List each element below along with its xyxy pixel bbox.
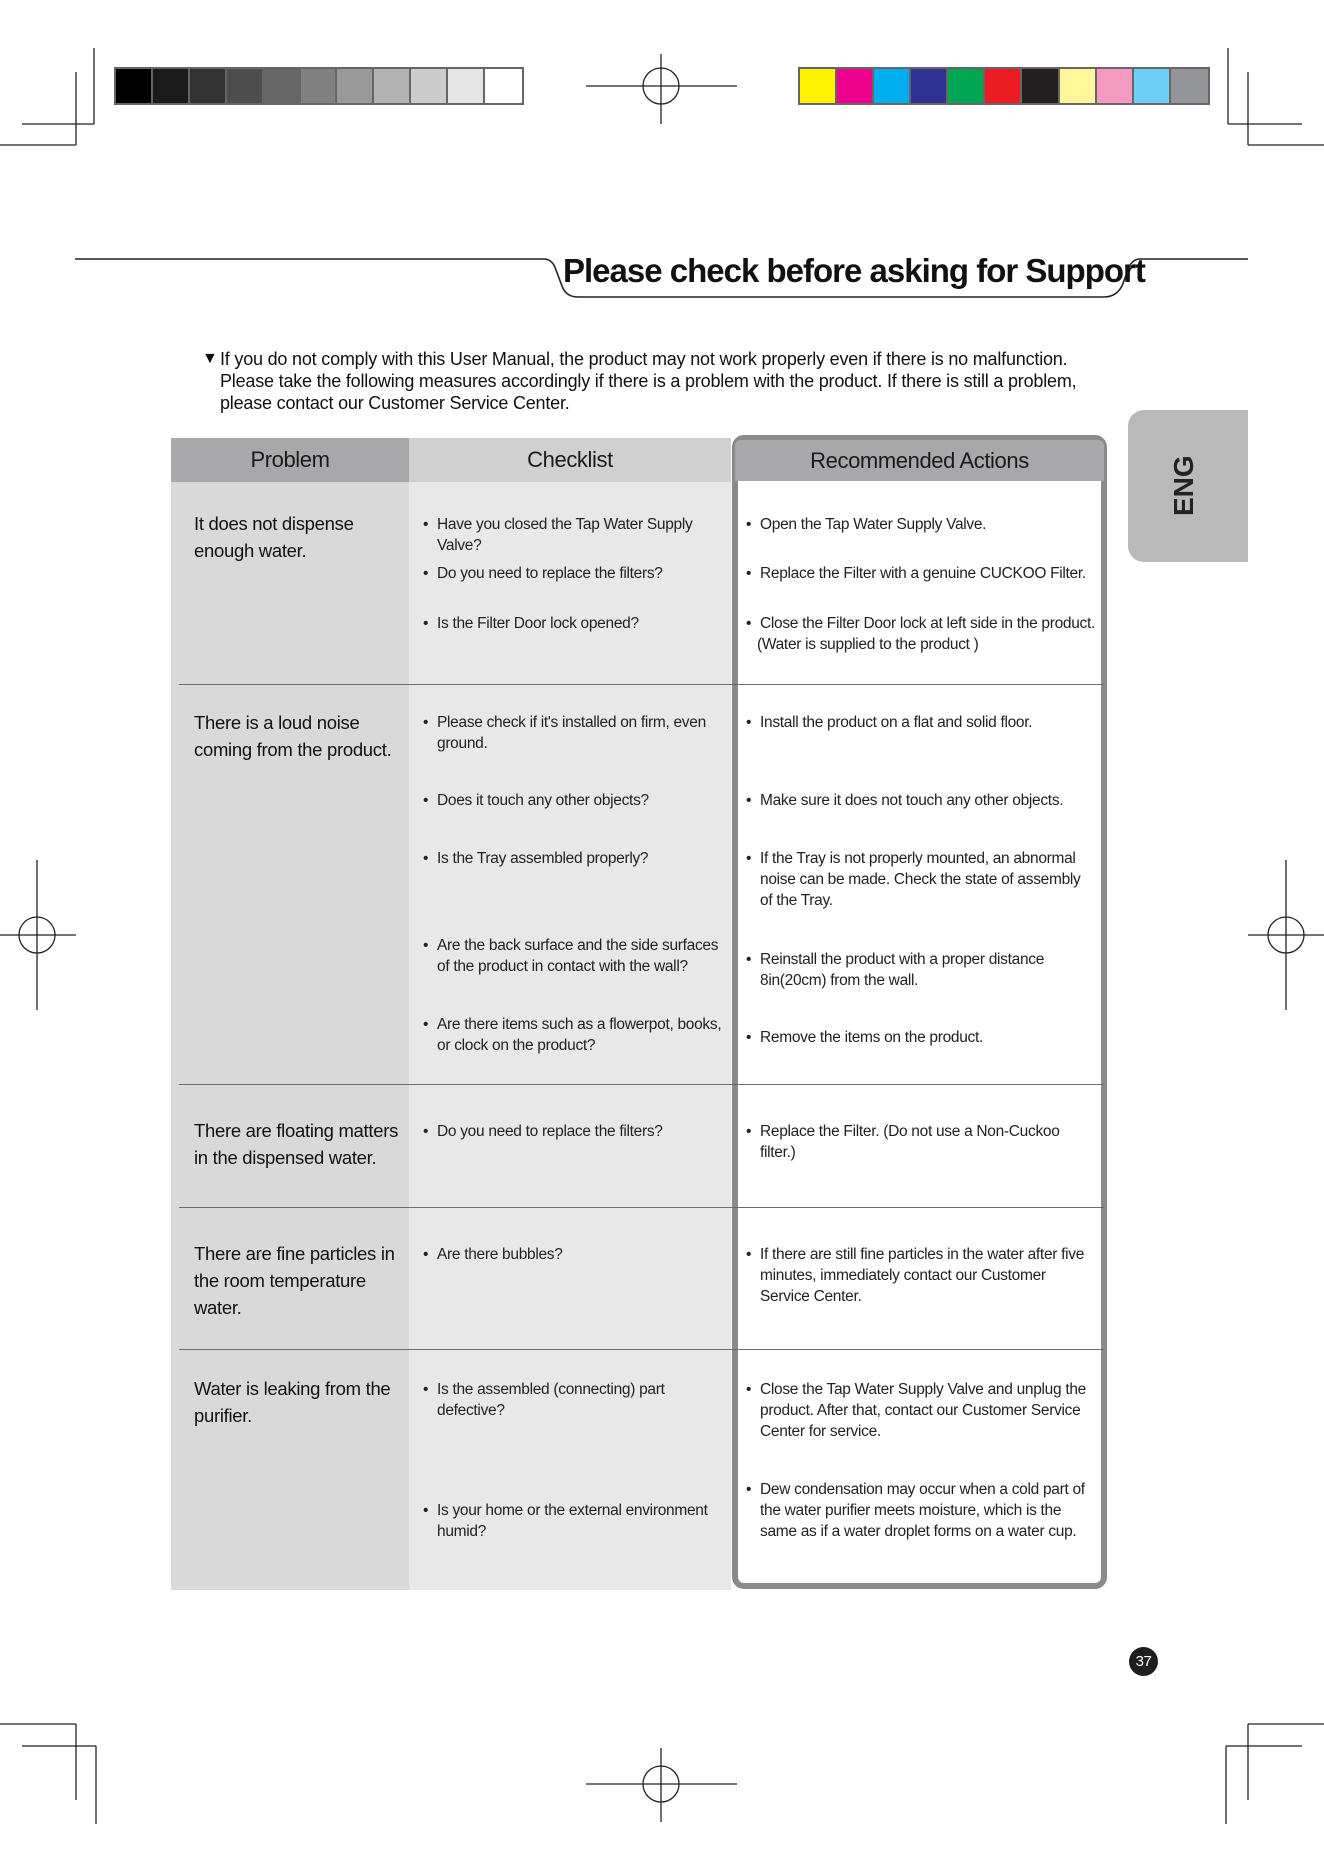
language-tab xyxy=(1128,410,1248,562)
row-divider xyxy=(179,1084,1104,1085)
action-note: (Water is supplied to the product ) xyxy=(757,636,979,653)
page-title: Please check before asking for Support xyxy=(563,252,1145,289)
gray-swatch xyxy=(227,69,264,103)
action-item: • Remove the items on the product. xyxy=(760,1027,1096,1048)
color-swatch xyxy=(874,69,911,103)
color-swatch xyxy=(800,69,837,103)
gray-swatch xyxy=(264,69,301,103)
gray-swatch xyxy=(190,69,227,103)
color-swatch xyxy=(1097,69,1134,103)
color-swatch xyxy=(911,69,948,103)
header-actions: Recommended Actions xyxy=(735,440,1104,481)
action-item: • Reinstall the product with a proper distance 8in(20cm) from the wall. xyxy=(760,949,1096,991)
checklist-item: • Is your home or the external environment humid? xyxy=(437,1500,727,1542)
checklist-item: • Do you need to replace the filters? xyxy=(437,1121,727,1142)
grayscale-calibration-bar xyxy=(114,67,524,105)
problem-text: There are fine particles in the room temperature water. xyxy=(194,1243,395,1318)
problem-text: There is a loud noise coming from the product. xyxy=(194,712,392,760)
troubleshooting-table xyxy=(171,438,1113,1590)
checklist-item: • Are there bubbles? xyxy=(437,1244,727,1265)
action-item: • Replace the Filter. (Do not use a Non-Cuckoo filter.) xyxy=(760,1121,1096,1163)
color-swatch xyxy=(837,69,874,103)
problem-text: Water is leaking from the purifier. xyxy=(194,1378,391,1426)
intro-line-2: Please take the following measures accordingly if there is a problem with the product. If there is still a problem, please contact our Customer Service Center. xyxy=(220,371,1077,413)
action-item: • Close the Tap Water Supply Valve and unplug the product. After that, contact our Customer Service Center for service. xyxy=(760,1379,1096,1442)
action-item: • Replace the Filter with a genuine CUCKOO Filter. xyxy=(760,563,1096,584)
language-tab-label: ENG xyxy=(1168,455,1199,516)
gray-swatch xyxy=(448,69,485,103)
color-calibration-bar xyxy=(798,67,1210,105)
gray-swatch xyxy=(116,69,153,103)
color-swatch xyxy=(1171,69,1208,103)
action-item: • If the Tray is not properly mounted, an abnormal noise can be made. Check the state of assembly of the Tray. xyxy=(760,848,1096,911)
gray-swatch xyxy=(337,69,374,103)
row-divider xyxy=(179,1207,1104,1208)
checklist-item: • Is the Filter Door lock opened? xyxy=(437,613,727,634)
action-item: • Close the Filter Door lock at left side in the product. xyxy=(760,613,1096,634)
row-divider xyxy=(179,684,1104,685)
header-checklist: Checklist xyxy=(409,438,731,482)
color-swatch xyxy=(985,69,1022,103)
checklist-item: • Do you need to replace the filters? xyxy=(437,563,727,584)
gray-swatch xyxy=(153,69,190,103)
action-item: • If there are still fine particles in the water after five minutes, immediately contact our Customer Service Center. xyxy=(760,1244,1096,1307)
action-item: • Open the Tap Water Supply Valve. xyxy=(760,514,1096,535)
action-item: • Make sure it does not touch any other objects. xyxy=(760,790,1096,811)
gray-swatch xyxy=(301,69,338,103)
color-swatch xyxy=(1060,69,1097,103)
checklist-item: • Does it touch any other objects? xyxy=(437,790,727,811)
action-item: • Install the product on a flat and solid floor. xyxy=(760,712,1096,733)
row-divider xyxy=(179,1349,1104,1350)
gray-swatch xyxy=(374,69,411,103)
color-swatch xyxy=(948,69,985,103)
checklist-item: • Are there items such as a flowerpot, books, or clock on the product? xyxy=(437,1014,727,1056)
triangle-bullet-icon: ▼ xyxy=(202,350,218,367)
gray-swatch xyxy=(485,69,522,103)
gray-swatch xyxy=(411,69,448,103)
checklist-item: • Is the assembled (connecting) part defective? xyxy=(437,1379,727,1421)
checklist-item: • Have you closed the Tap Water Supply Valve? xyxy=(437,514,727,556)
problem-text: It does not dispense enough water. xyxy=(194,513,354,561)
checklist-item: • Is the Tray assembled properly? xyxy=(437,848,727,869)
page-number: 37 xyxy=(1129,1647,1158,1676)
intro-line-1: If you do not comply with this User Manual, the product may not work properly even if there is no malfunction. xyxy=(220,349,1068,369)
color-swatch xyxy=(1022,69,1059,103)
intro-text xyxy=(202,348,1107,414)
action-item: • Dew condensation may occur when a cold part of the water purifier meets moisture, which is the same as if a water droplet forms on a water cup. xyxy=(760,1479,1096,1542)
checklist-item: • Are the back surface and the side surfaces of the product in contact with the wall? xyxy=(437,935,727,977)
color-swatch xyxy=(1134,69,1171,103)
header-problem: Problem xyxy=(171,438,409,482)
problem-text: There are floating matters in the dispensed water. xyxy=(194,1120,399,1168)
checklist-item: • Please check if it's installed on firm, even ground. xyxy=(437,712,727,754)
